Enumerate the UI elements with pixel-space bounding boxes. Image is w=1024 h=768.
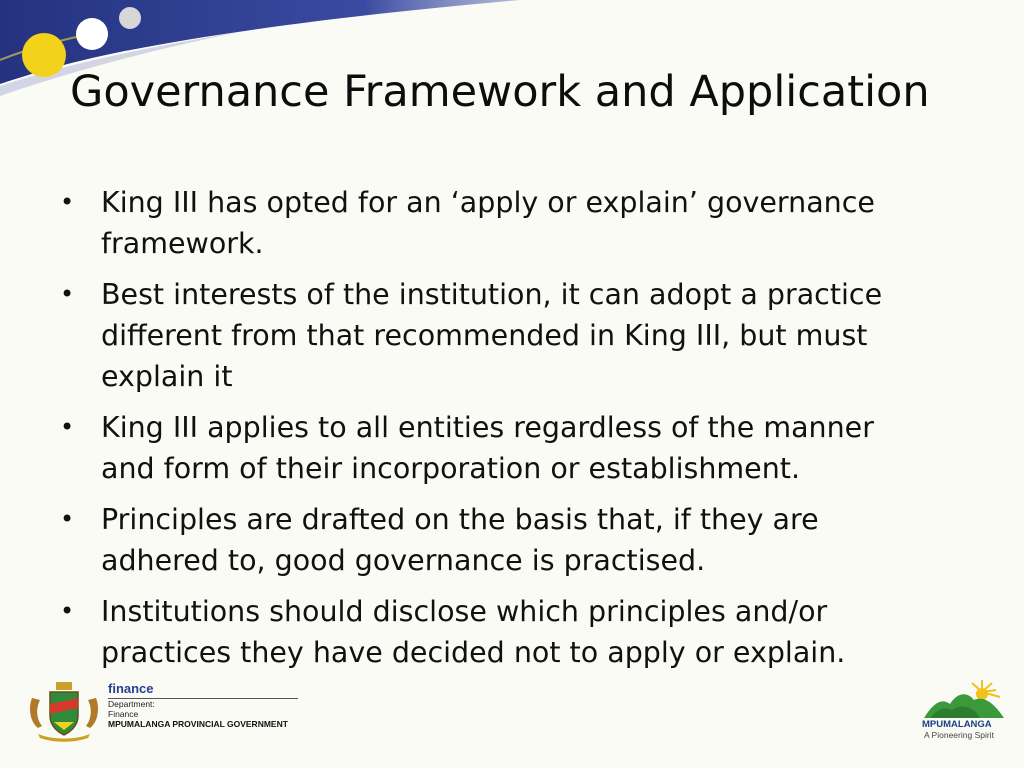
province-slogan: A Pioneering Spirit xyxy=(924,730,994,740)
government-label: MPUMALANGA PROVINCIAL GOVERNMENT xyxy=(108,719,288,729)
bullet-icon: • xyxy=(60,413,75,441)
coat-of-arms-icon xyxy=(24,678,104,742)
bullet-item xyxy=(58,182,958,264)
bullet-item xyxy=(58,407,958,489)
banner-grey-circle xyxy=(119,7,141,29)
slide-title: Governance Framework and Application xyxy=(70,67,930,117)
bullet-text-line: practices they have decided not to apply or explain. xyxy=(101,636,846,669)
bullet-text-line: Institutions should disclose which principles and/or xyxy=(101,595,828,628)
department-text-block xyxy=(108,682,308,730)
bullet-icon: • xyxy=(60,188,75,216)
banner-white-circle xyxy=(76,18,108,50)
bullet-icon: • xyxy=(60,597,75,625)
finance-label: finance xyxy=(108,682,298,699)
bullet-item xyxy=(58,591,958,673)
bullet-text-line: Best interests of the institution, it can adopt a practice xyxy=(101,278,883,311)
bullet-icon: • xyxy=(60,280,75,308)
bullet-icon: • xyxy=(60,505,75,533)
bullet-text-line: different from that recommended in King III, but must xyxy=(101,319,868,352)
bullet-text-line: and form of their incorporation or establishment. xyxy=(101,452,801,485)
bullet-text-line: King III applies to all entities regardless of the manner xyxy=(101,411,874,444)
bullet-list xyxy=(58,182,958,683)
bullet-text-line: explain it xyxy=(101,360,233,393)
bullet-text-line: King III has opted for an ‘apply or explain’ governance xyxy=(101,186,875,219)
bullet-text-line: framework. xyxy=(101,227,264,260)
finance-department-logo xyxy=(24,678,314,744)
banner-yellow-circle xyxy=(22,33,66,77)
province-name: MPUMALANGA xyxy=(922,719,992,730)
mountain-sun-logo-icon xyxy=(920,678,1010,720)
bullet-item xyxy=(58,499,958,581)
department-name: Finance xyxy=(108,709,139,719)
department-label: Department: xyxy=(108,699,155,709)
mpumalanga-logo xyxy=(920,678,1010,740)
bullet-text-line: Principles are drafted on the basis that, if they are xyxy=(101,503,819,536)
bullet-text-line: adhered to, good governance is practised. xyxy=(101,544,706,577)
bullet-item xyxy=(58,274,958,397)
